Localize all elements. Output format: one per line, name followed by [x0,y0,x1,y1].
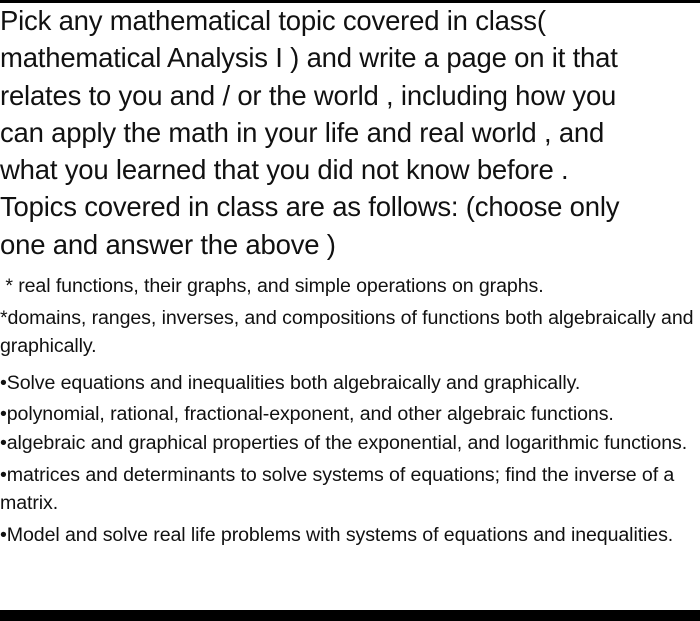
topic-item: •matrices and determinants to solve systems of equations; find the inverse of a matrix. [0,464,675,515]
prompt-line: mathematical Analysis I ) and write a page on it that [0,42,618,74]
prompt-line: can apply the math in your life and real world , and [0,116,605,148]
topic-item: •Model and solve real life problems with systems of equations and inequalities. [0,524,674,547]
assignment-prompt [0,2,700,263]
prompt-line: one and answer the above ) [0,228,336,260]
topic-item: * real functions, their graphs, and simple operations on graphs. [0,275,544,298]
bottom-border [0,610,700,621]
topic-item: •polynomial, rational, fractional-exponent, and other algebraic functions. [0,403,614,426]
prompt-line: what you learned that you did not know before . [0,154,569,186]
question-document [0,2,700,549]
prompt-line: Pick any mathematical topic covered in class( [0,5,546,36]
topic-item: •algebraic and graphical properties of the exponential, and logarithmic functions. [0,432,688,455]
prompt-line: Topics covered in class are as follows: (choose only [0,191,620,223]
topic-item: •Solve equations and inequalities both algebraically and graphically. [0,372,581,395]
topic-item: *domains, ranges, inverses, and compositions of functions both algebraically and graphically. [0,307,694,358]
prompt-line: relates to you and / or the world , including how you [0,79,617,111]
topics-list [0,272,700,549]
